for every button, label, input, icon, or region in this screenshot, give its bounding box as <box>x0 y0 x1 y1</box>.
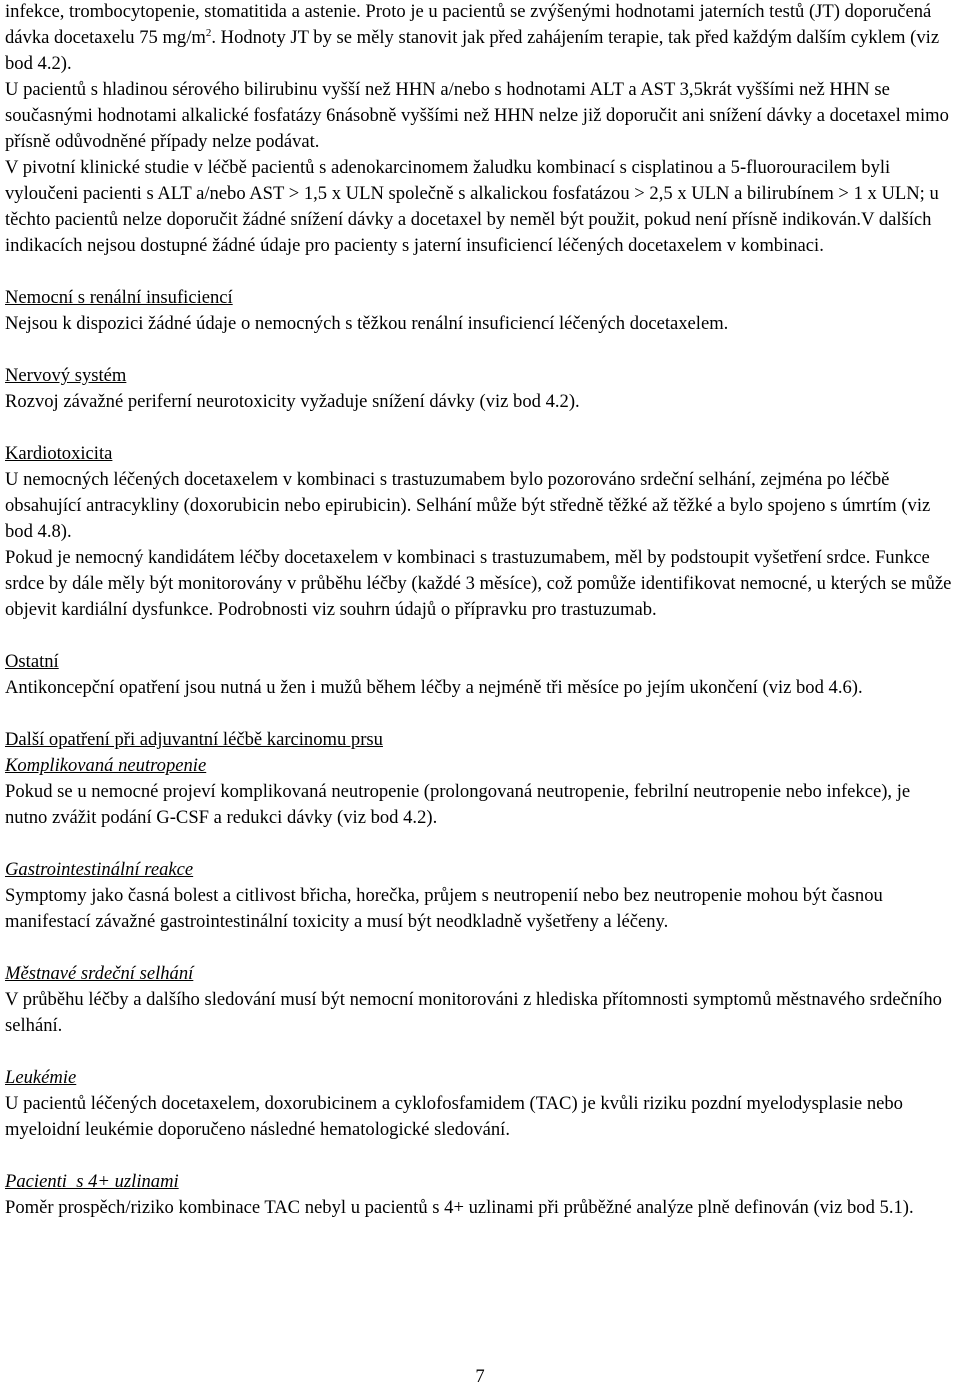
gastric-study-paragraph: V pivotní klinické studie v léčbě pacientů s adenokarcinomem žaludku kombinací s cisplatinou a 5-fluorouracilem byli vyloučeni pacienti s ALT a/nebo AST > 1,5 x ULN společně s alkalickou fosfatázou > 2,5 x ULN a bilirubínem > 1 x ULN; u těchto pacientů nelze doporučit žádné snížení dávky a docetaxel by neměl být použit, pokud není přísně indikován.V dalších indikacích nejsou dostupné žádné údaje pro pacienty s jaterní insuficiencí léčených docetaxelem v kombinaci. <box>5 157 939 256</box>
cardio-text-2: Pokud je nemocný kandidátem léčby docetaxelem v kombinaci s trastuzumabem, měl by podstoupit vyšetření srdce. Funkce srdce by dále měly být monitorovány v průběhu léčby (každé 3 měsíce), což pomůže identifikovat nemocné, u kterých se může objevit kardiální dysfunkce. Podrobnosti viz souhrn údajů o přípravku pro trastuzumab. <box>5 547 952 620</box>
nervous-text: Rozvoj závažné periferní neurotoxicity vyžaduje snížení dávky (viz bod 4.2). <box>5 391 580 412</box>
section-spacer <box>5 1143 955 1169</box>
neutropenia-text: Pokud se u nemocné projeví komplikovaná neutropenie (prolongovaná neutropenie, febrilní neutropenie nebo infekce), je nutno zvážit podání G-CSF a redukci dávky (viz bod 4.2). <box>5 781 911 828</box>
nodes-text: Poměr prospěch/riziko kombinace TAC nebyl u pacientů s 4+ uzlinami při průběžné analýze plně definován (viz bod 5.1). <box>5 1197 914 1218</box>
nodes-heading: Pacienti s 4+ uzlinami <box>5 1171 179 1192</box>
nervous-heading: Nervový systém <box>5 365 127 386</box>
document-body <box>5 0 955 1221</box>
section-spacer <box>5 701 955 727</box>
neutropenia-heading: Komplikovaná neutropenie <box>5 755 207 776</box>
gi-text: Symptomy jako časná bolest a citlivost břicha, horečka, průjem s neutropenií nebo bez neutropenie mohou být časnou manifestací závažné gastrointestinální toxicity a musí být neodkladně vyšetřeny a léčeny. <box>5 885 883 932</box>
section-spacer <box>5 259 955 285</box>
bilirubin-paragraph: U pacientů s hladinou sérového bilirubinu vyšší než HHN a/nebo s hodnotami ALT a AST 3,5krát vyššími než HHN se současnými hodnotami alkalické fosfatázy 6násobně vyššími než HHN nelze již doporučit ani snížení dávky a docetaxel mimo přísně odůvodněné případy nelze podávat. <box>5 79 949 152</box>
leukemia-text: U pacientů léčených docetaxelem, doxorubicinem a cyklofosfamidem (TAC) je kvůli riziku pozdní myelodysplasie nebo myeloidní leukémie doporučeno následné hematologické sledování. <box>5 1093 903 1140</box>
other-text: Antikoncepční opatření jsou nutná u žen i mužů během léčby a nejméně tři měsíce po jejím ukončení (viz bod 4.6). <box>5 677 863 698</box>
section-spacer <box>5 337 955 363</box>
leukemia-heading: Leukémie <box>5 1067 77 1088</box>
chf-text: V průběhu léčby a dalšího sledování musí být nemocní monitorováni z hlediska přítomnosti symptomů městnavého srdečního selhání. <box>5 989 942 1036</box>
renal-heading: Nemocní s renální insuficiencí <box>5 287 233 308</box>
renal-text: Nejsou k dispozici žádné údaje o nemocných s těžkou renální insuficiencí léčených docetaxelem. <box>5 313 729 334</box>
superscript-2: 2 <box>205 26 212 39</box>
chf-heading: Městnavé srdeční selhání <box>5 963 194 984</box>
intro-text-part-2: . Hodnoty JT by se měly stanovit jak před zahájením terapie, tak před každým dalším cyklem (viz bod 4.2). <box>5 27 940 74</box>
section-spacer <box>5 415 955 441</box>
adjuvant-heading: Další opatření při adjuvantní léčbě karcinomu prsu <box>5 729 383 750</box>
section-spacer <box>5 623 955 649</box>
gi-heading: Gastrointestinální reakce <box>5 859 194 880</box>
intro-paragraph-1 <box>5 0 955 77</box>
section-spacer <box>5 935 955 961</box>
other-heading: Ostatní <box>5 651 59 672</box>
cardio-text-1: U nemocných léčených docetaxelem v kombinaci s trastuzumabem bylo pozorováno srdeční selhání, zejména po léčbě obsahující antracykliny (doxorubicin nebo epirubicin). Selhání může být středně těžké až těžké a bylo spojeno s úmrtím (viz bod 4.8). <box>5 469 931 542</box>
intro-text-part-1: infekce, trombocytopenie, stomatitida a astenie. Proto je u pacientů se zvýšenými hodnotami jaterních testů (JT) doporučená dávka docetaxelu 75 mg/m <box>5 1 932 48</box>
section-spacer <box>5 831 955 857</box>
cardio-heading: Kardiotoxicita <box>5 443 113 464</box>
page-number: 7 <box>475 1366 485 1387</box>
section-spacer <box>5 1039 955 1065</box>
